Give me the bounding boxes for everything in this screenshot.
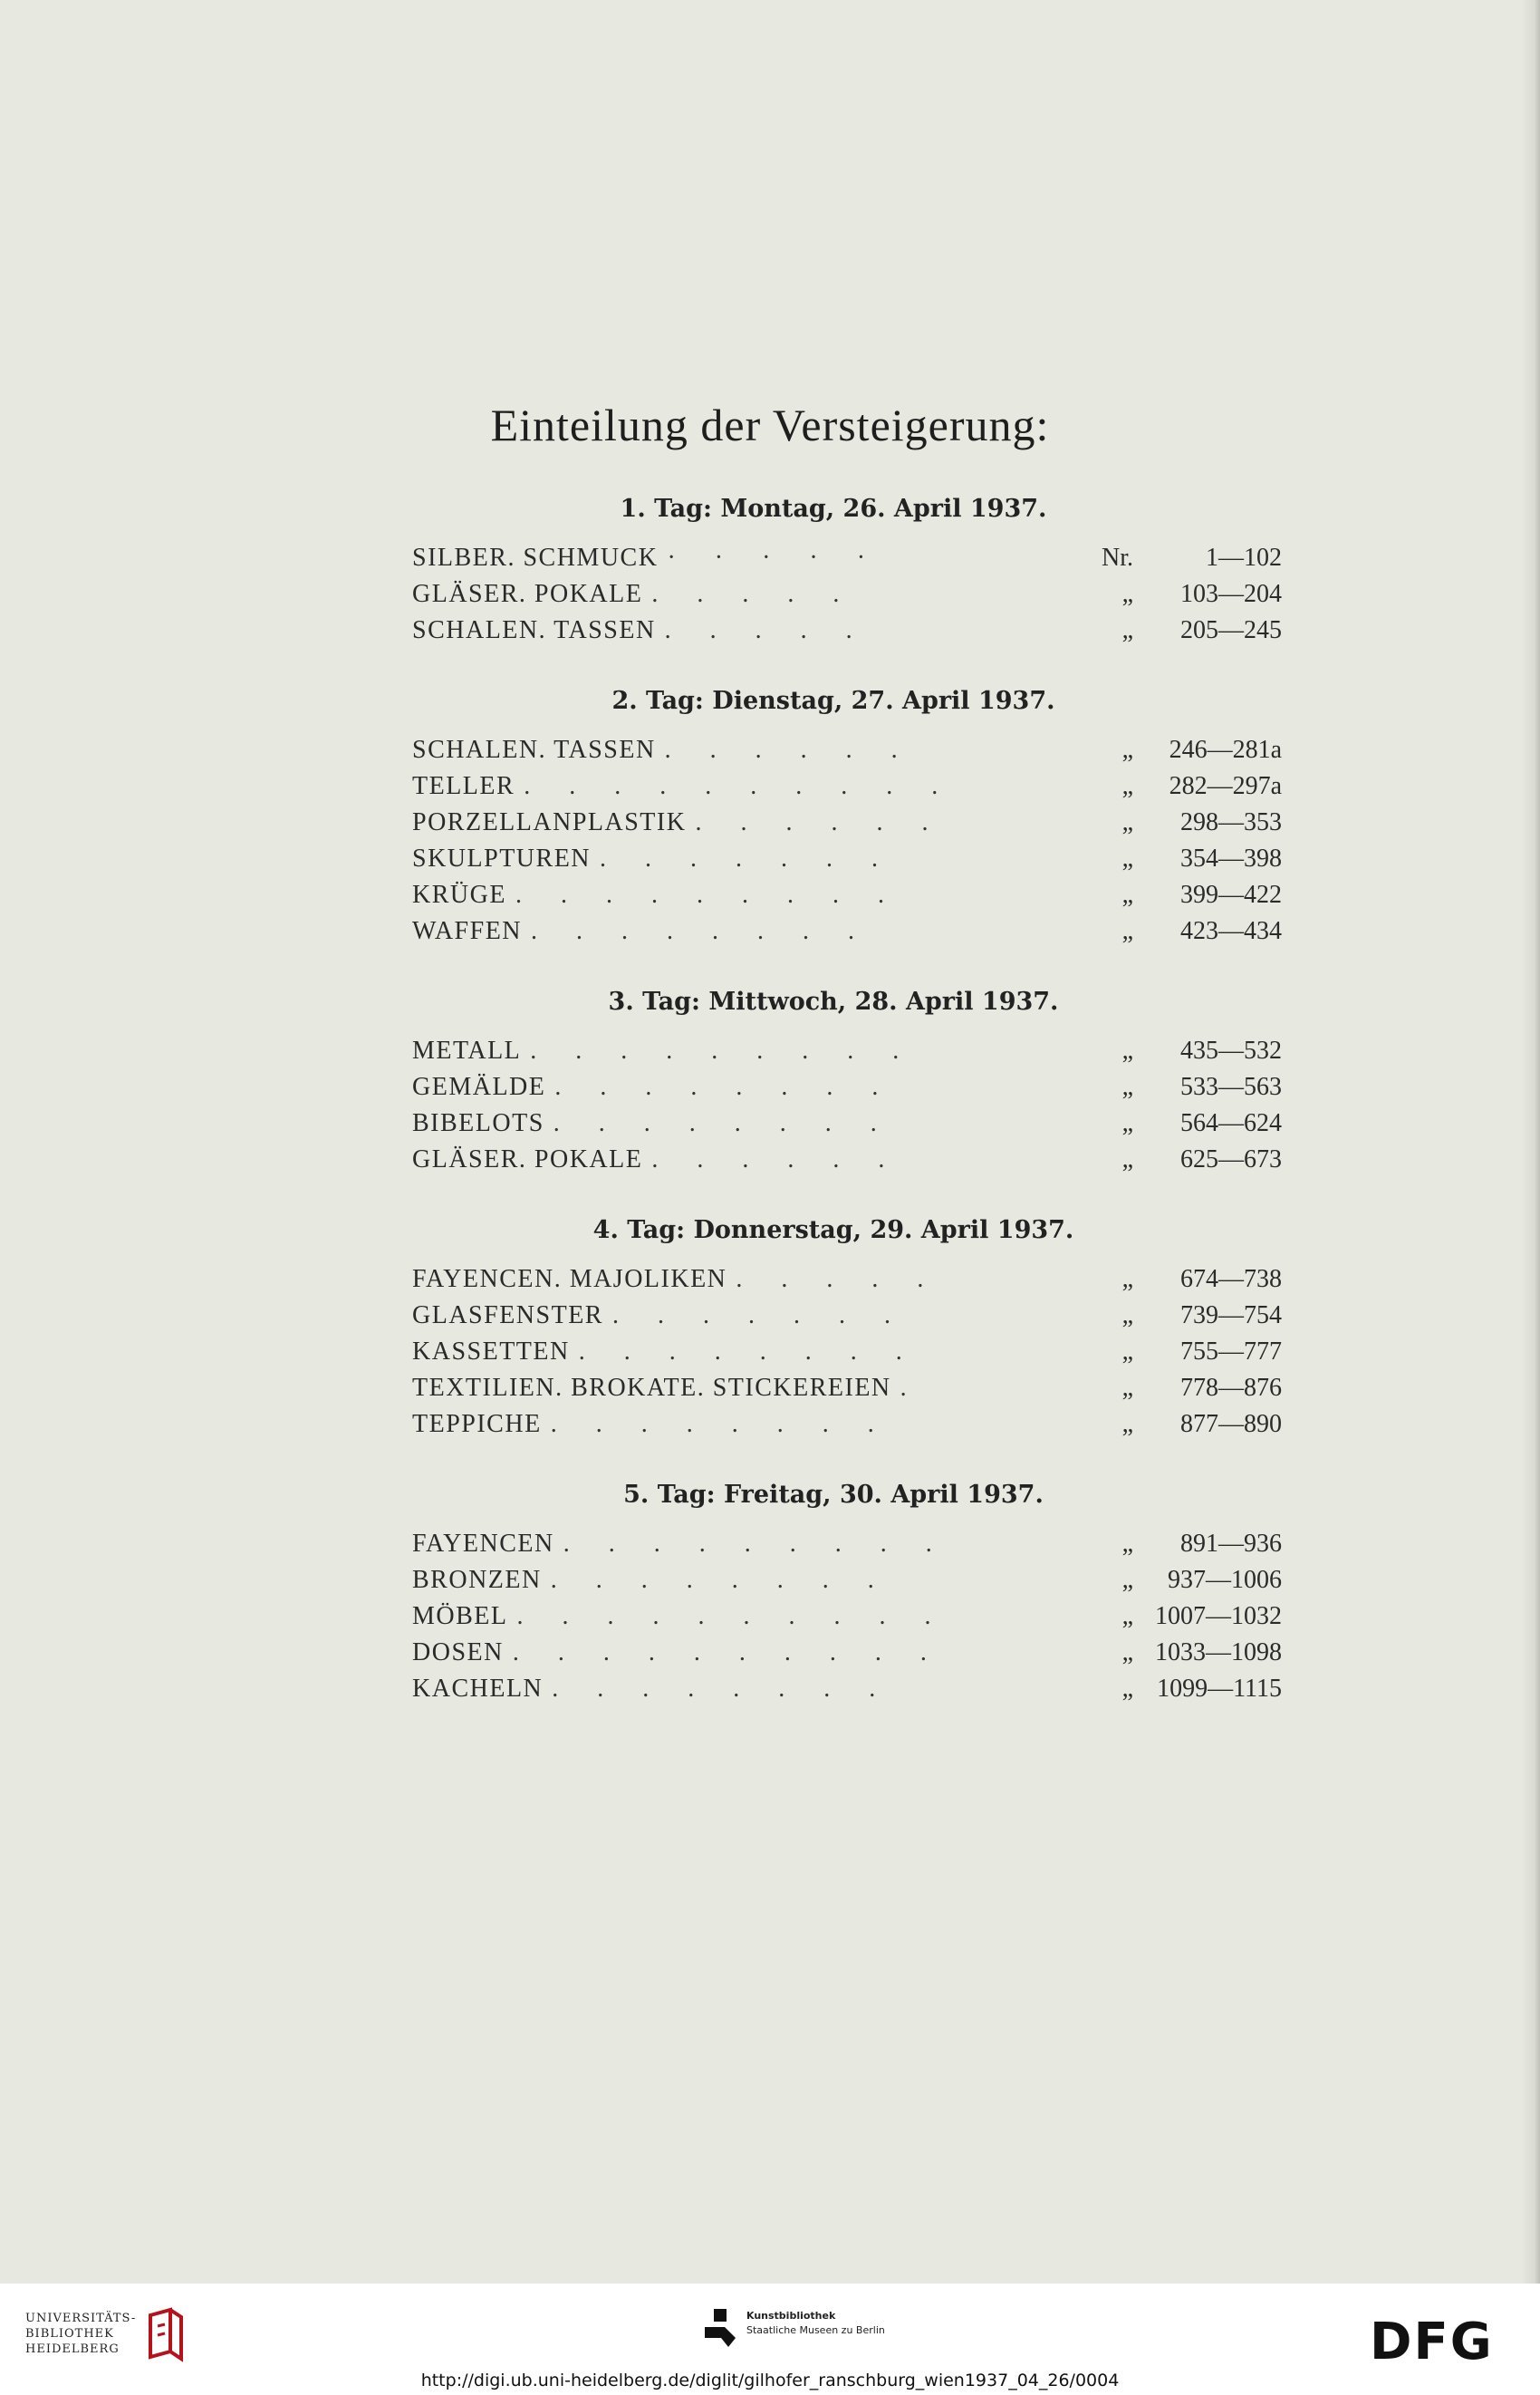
day-section [412, 681, 1282, 950]
lot-range: 1099—1115 [1157, 1675, 1282, 1703]
schedule-row [412, 805, 1282, 841]
category-label: DOSEN [412, 1638, 504, 1666]
leader-dots: . . . . . . . . . . [516, 1602, 948, 1630]
leader-dots: . . . . . . [695, 808, 945, 836]
schedule-row [412, 1033, 1282, 1069]
day-section [412, 1211, 1282, 1443]
ub-logo-line: UNIVERSITÄTS- [25, 2312, 137, 2325]
lot-range: 435—532 [1180, 1037, 1282, 1065]
leader-dots: . . . . . . [651, 1145, 901, 1173]
schedule-row [412, 1261, 1282, 1298]
dfg-logo[interactable]: DFG [1370, 2313, 1494, 2371]
lot-range: 1007—1032 [1155, 1602, 1282, 1630]
leader-dots: . . . . . . . . . . [524, 772, 955, 800]
lot-range: 877—890 [1180, 1410, 1282, 1438]
leader-dots: . . . . . . . . [578, 1338, 919, 1366]
ditto-mark: „ [1121, 1566, 1133, 1594]
leader-dots: . . . . . . [664, 736, 914, 764]
category-label: FAYENCEN [412, 1530, 554, 1558]
day-section [412, 489, 1282, 649]
leader-dots: . . . . . . . . . [530, 1037, 916, 1065]
day-heading: 3. Tag: Mittwoch, 28. April 1937. [608, 988, 1059, 1016]
day-heading: 1. Tag: Montag, 26. April 1937. [620, 495, 1047, 523]
ditto-mark: „ [1121, 881, 1133, 909]
viewer-footer [0, 2284, 1540, 2395]
day-section [412, 1475, 1282, 1707]
source-url[interactable]: http://digi.ub.uni-heidelberg.de/diglit/gilhofer_ranschburg_wien1937_04_26/0004 [420, 2371, 1120, 2390]
ditto-mark: „ [1121, 1530, 1133, 1558]
category-label: SCHALEN. TASSEN [412, 736, 656, 764]
number-prefix: Nr. [1102, 544, 1133, 572]
schedule-row [412, 768, 1282, 805]
category-label: PORZELLANPLASTIK [412, 808, 687, 836]
leader-dots: . . . . . . . . [554, 1073, 895, 1101]
day-heading: 4. Tag: Donnerstag, 29. April 1937. [592, 1216, 1074, 1244]
schedule-row [412, 877, 1282, 913]
ditto-mark: „ [1121, 1374, 1133, 1402]
schedule-row [412, 1598, 1282, 1635]
category-label: TEXTILIEN. BROKATE. STICKEREIEN [412, 1374, 891, 1402]
category-label: TELLER [412, 772, 515, 800]
lot-range: 739—754 [1180, 1301, 1282, 1329]
lot-range: 1—102 [1206, 544, 1282, 572]
lot-range: 103—204 [1180, 580, 1282, 608]
category-label: GEMÄLDE [412, 1073, 546, 1101]
lot-range: 778—876 [1180, 1374, 1282, 1402]
schedule-row [412, 1671, 1282, 1707]
ditto-mark: „ [1121, 580, 1133, 608]
lot-range: 625—673 [1180, 1145, 1282, 1173]
category-label: WAFFEN [412, 917, 523, 945]
leader-dots: . . . . . . . . [552, 1675, 892, 1703]
lot-range: 1033—1098 [1155, 1638, 1282, 1666]
page-edge-shadow [1522, 0, 1540, 2284]
leader-dots: . . . . . . . . . . [512, 1638, 943, 1666]
leader-dots: . . . . . [736, 1265, 940, 1293]
kunstbibliothek-logo[interactable] [705, 2309, 885, 2347]
day-heading: 2. Tag: Dienstag, 27. April 1937. [611, 687, 1055, 715]
kunstbibliothek-name: Kunstbibliothek [746, 2310, 836, 2322]
ditto-mark: „ [1121, 772, 1133, 800]
lot-range: 533—563 [1180, 1073, 1282, 1101]
auction-schedule [412, 489, 1282, 1740]
lot-range: 755—777 [1180, 1338, 1282, 1366]
ub-logo-line: BIBLIOTHEK [25, 2327, 114, 2341]
leader-dots: . . . . . . . . [550, 1410, 890, 1438]
ditto-mark: „ [1121, 1638, 1133, 1666]
leader-dots: . . . . . . . . . [515, 881, 900, 909]
kunstbibliothek-icon [705, 2309, 736, 2347]
ditto-mark: „ [1121, 808, 1133, 836]
ditto-mark: „ [1121, 1301, 1133, 1329]
ditto-mark: „ [1121, 1265, 1133, 1293]
ditto-mark: „ [1121, 917, 1133, 945]
schedule-row [412, 1370, 1282, 1406]
category-label: SKULPTUREN [412, 845, 592, 873]
schedule-row [412, 913, 1282, 950]
ditto-mark: „ [1121, 1109, 1133, 1137]
schedule-row [412, 1069, 1282, 1106]
schedule-row [412, 1298, 1282, 1334]
ub-heidelberg-logo[interactable] [25, 2311, 136, 2357]
lot-range: 282—297a [1169, 772, 1282, 800]
kunstbibliothek-subtitle: Staatliche Museen zu Berlin [746, 2324, 885, 2336]
schedule-row [412, 613, 1282, 649]
lot-range: 205—245 [1180, 616, 1282, 644]
ditto-mark: „ [1121, 1602, 1133, 1630]
category-label: BRONZEN [412, 1566, 542, 1594]
category-label: KRÜGE [412, 881, 506, 909]
page-title: Einteilung der Versteigerung: [490, 400, 1050, 450]
category-label: FAYENCEN. MAJOLIKEN [412, 1265, 727, 1293]
day-section [412, 982, 1282, 1178]
ditto-mark: „ [1121, 1675, 1133, 1703]
category-label: KASSETTEN [412, 1338, 570, 1366]
ditto-mark: „ [1121, 845, 1133, 873]
lot-range: 674—738 [1180, 1265, 1282, 1293]
lot-range: 937—1006 [1168, 1566, 1282, 1594]
category-label: SILBER. SCHMUCK [412, 544, 659, 572]
schedule-row [412, 1406, 1282, 1443]
lot-range: 423—434 [1180, 917, 1282, 945]
leader-dots: . . . . . [651, 580, 856, 608]
lot-range: 354—398 [1180, 845, 1282, 873]
ub-logo-line: HEIDELBERG [25, 2342, 120, 2356]
ditto-mark: „ [1121, 1037, 1133, 1065]
schedule-row [412, 841, 1282, 877]
leader-dots: . . . . . . . . [531, 917, 871, 945]
lot-range: 564—624 [1180, 1109, 1282, 1137]
category-label: GLÄSER. POKALE [412, 580, 643, 608]
schedule-row [412, 1334, 1282, 1370]
category-label: SCHALEN. TASSEN [412, 616, 656, 644]
schedule-row [412, 1106, 1282, 1142]
schedule-row [412, 1142, 1282, 1178]
ditto-mark: „ [1121, 1145, 1133, 1173]
schedule-row [412, 540, 1282, 576]
schedule-row [412, 1526, 1282, 1562]
schedule-row [412, 1562, 1282, 1598]
lot-range: 246—281a [1169, 736, 1282, 764]
ub-book-icon [145, 2306, 187, 2362]
leader-dots: . . . . . . . . . [563, 1530, 948, 1558]
category-label: BIBELOTS [412, 1109, 544, 1137]
lot-range: 399—422 [1180, 881, 1282, 909]
leader-dots: . . . . . . . [611, 1301, 907, 1329]
schedule-row [412, 576, 1282, 613]
category-label: TEPPICHE [412, 1410, 542, 1438]
ditto-mark: „ [1121, 1073, 1133, 1101]
day-heading: 5. Tag: Freitag, 30. April 1937. [623, 1481, 1044, 1509]
ditto-mark: „ [1121, 616, 1133, 644]
leader-dots: . . . . . . . [600, 845, 895, 873]
leader-dots: . [900, 1374, 923, 1402]
lot-range: 298—353 [1180, 808, 1282, 836]
category-label: KACHELN [412, 1675, 544, 1703]
lot-range: 891—936 [1180, 1530, 1282, 1558]
leader-dots: . . . . . [664, 616, 869, 644]
category-label: GLASFENSTER [412, 1301, 603, 1329]
ditto-mark: „ [1121, 736, 1133, 764]
ditto-mark: „ [1121, 1338, 1133, 1366]
category-label: METALL [412, 1037, 522, 1065]
category-label: GLÄSER. POKALE [412, 1145, 643, 1173]
schedule-row [412, 1635, 1282, 1671]
ditto-mark: „ [1121, 1410, 1133, 1438]
schedule-row [412, 732, 1282, 768]
leader-dots: . . . . . . . . [550, 1566, 890, 1594]
leader-dots: · · · · · [667, 544, 882, 572]
category-label: MÖBEL [412, 1602, 508, 1630]
leader-dots: . . . . . . . . [553, 1109, 893, 1137]
